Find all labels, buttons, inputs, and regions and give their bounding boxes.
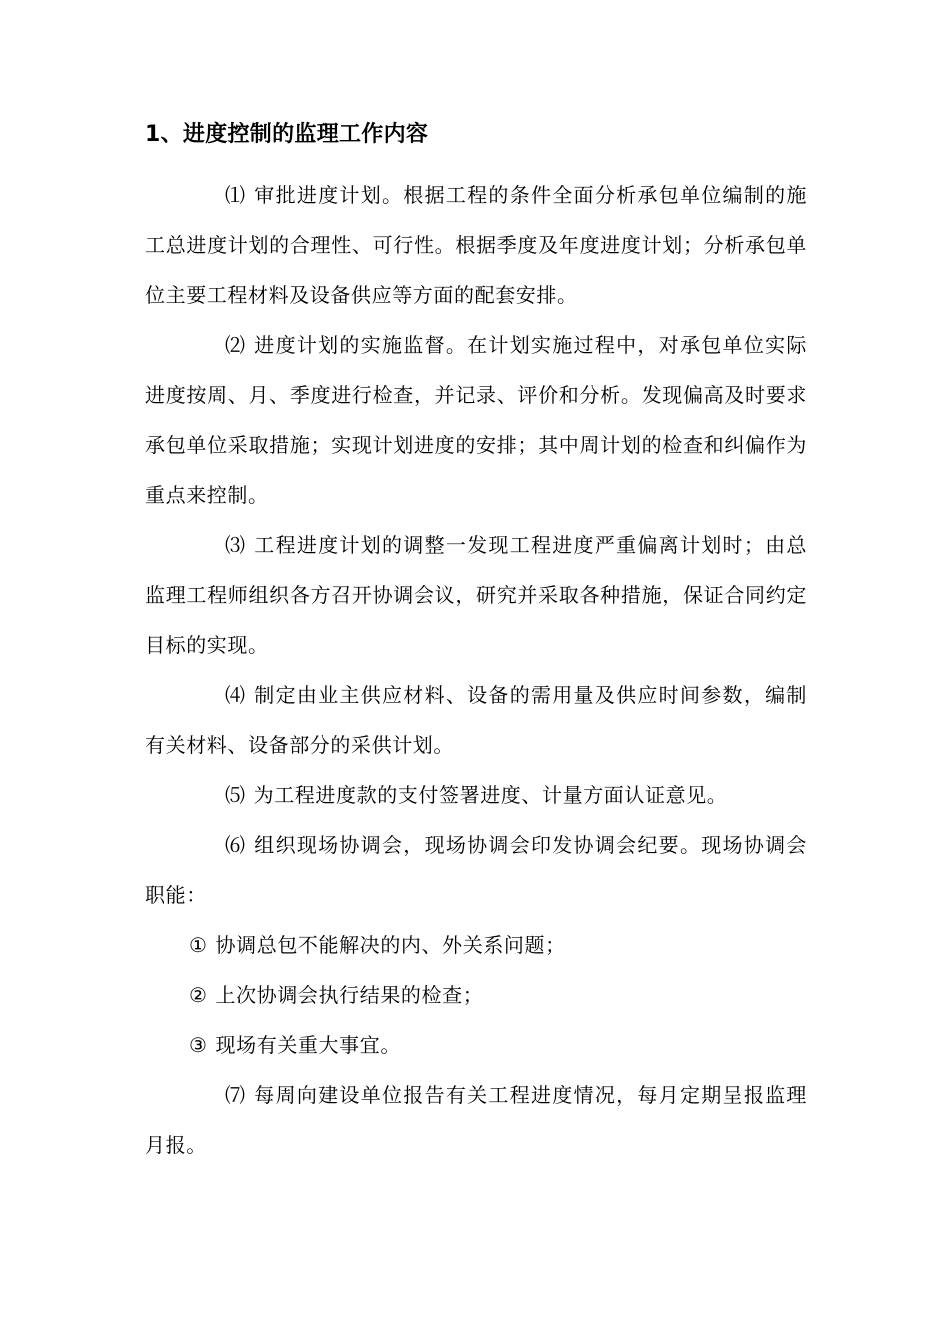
document-body [145,112,807,1170]
paragraph-marker: ⑸ [225,783,246,807]
paragraph-text: 制定由业主供应材料、设备的需用量及供应时间参数，编制有关材料、设备部分的采供计划。 [145,683,807,757]
sub-item-marker: ① [189,933,208,957]
paragraph-marker: ⑴ [225,183,246,207]
paragraph-7 [145,1070,807,1170]
paragraph-2 [145,320,807,520]
paragraph-text: 组织现场协调会，现场协调会印发协调会纪要。现场协调会职能： [145,833,807,907]
sub-item-text: 协调总包不能解决的内、外关系问题； [215,933,566,957]
paragraph-marker: ⑶ [225,533,246,557]
sub-item-marker: ③ [189,1033,208,1057]
sub-item-1 [145,920,807,970]
sub-item-marker: ② [189,983,208,1007]
sub-item-text: 现场有关重大事宜。 [215,1033,401,1057]
paragraph-marker: ⑹ [225,833,246,857]
paragraph-3 [145,520,807,670]
sub-item-text: 上次协调会执行结果的检查； [215,983,484,1007]
sub-item-3 [145,1020,807,1070]
paragraph-4 [145,670,807,770]
sub-item-2 [145,970,807,1020]
paragraph-marker: ⑺ [225,1083,246,1107]
section-heading: 1、进度控制的监理工作内容 [145,122,429,147]
paragraph-text: 审批进度计划。根据工程的条件全面分析承包单位编制的施工总进度计划的合理性、可行性。根据季度及年度进度计划；分析承包单位主要工程材料及设备供应等方面的配套安排。 [145,183,807,307]
paragraph-marker: ⑷ [225,683,246,707]
paragraph-text: 为工程进度款的支付签署进度、计量方面认证意见。 [253,783,728,807]
paragraph-text: 工程进度计划的调整一发现工程进度严重偏离计划时；由总监理工程师组织各方召开协调会议，研究并采取各种措施，保证合同约定目标的实现。 [145,533,807,657]
paragraph-marker: ⑵ [225,333,246,357]
paragraph-1 [145,170,807,320]
paragraph-5 [145,770,807,820]
paragraph-text: 每周向建设单位报告有关工程进度情况，每月定期呈报监理月报。 [145,1083,807,1157]
paragraph-6 [145,820,807,920]
paragraph-text: 进度计划的实施监督。在计划实施过程中，对承包单位实际进度按周、月、季度进行检查，并记录、评价和分析。发现偏高及时要求承包单位采取措施；实现计划进度的安排；其中周计划的检查和纠偏作为重点来控制。 [145,333,807,507]
